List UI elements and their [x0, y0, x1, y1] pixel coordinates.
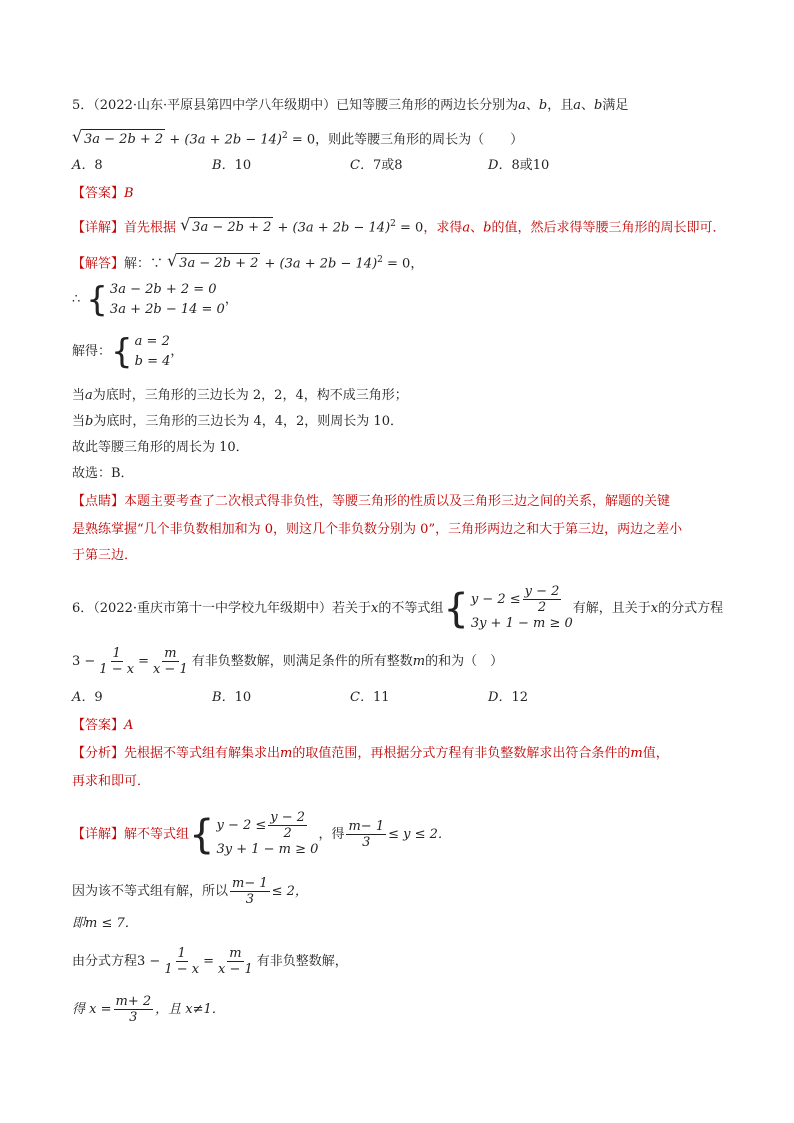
q6-option-d[interactable]: D．12 [488, 690, 528, 705]
q5-var-a: a [518, 98, 526, 113]
q5-solve: 【解答】解：∵ √ $3a - 2b + 2 + (3a + 2b - 14)^2 = 0$， [72, 250, 423, 274]
q5-stem-line2: √ $3a - 2b + 2 + (3a + 2b - 14)^2 = 0$，则此等腰三角形的周长为（ ） [72, 126, 523, 150]
q5-case-1: 当a为底时，三角形的三边长为 2，2，4，构不成三角形； [72, 388, 408, 403]
solve-tag: 【解答】 [72, 256, 125, 272]
q5-system-1: ∴ { 3a − 2b + 2 = 0 3a + 2b − 14 = 0 ， [72, 280, 238, 320]
q5-answer [72, 184, 134, 204]
q5-question-end: ，则此等腰三角形的周长为（ ） [315, 132, 524, 148]
q6-analysis-line2: 再求和即可． [72, 774, 151, 789]
q5-choose: 故选：B． [72, 466, 134, 481]
q5-sqrt-expression: √ 3a − 2b + 2 [72, 129, 165, 150]
q6-stem-line1: 6．（2022·重庆市第十一中学校九年级期中）若关于 x 的不等式组 { y − 2 ≤ $\frac{y - 2}{2}$ 3y + 1 − m ≥ 0 有解，且关于 x 的分式方程 [72, 584, 724, 632]
q6-inequality-system: y − 2 ≤ $\frac{y - 2}{2}$ 3y + 1 − m ≥ 0 [470, 584, 573, 631]
q6-detail: 【详解】 解不等式组 { y − 2 ≤ $\frac{y - 2}{2}$ 3y + 1 − m ≥ 0 ，得 $\frac{m- 1}{3}$ ≤ y ≤ 2． [72, 810, 451, 858]
q5-comment-line3: 于第三边． [72, 548, 138, 563]
q6-stem-prefix: 6．（2022·重庆市第十一中学校九年级期中）若关于 [72, 600, 371, 616]
q6-option-a[interactable]: A．9 [72, 690, 103, 705]
q6-stem-line2: 3 − $\frac{1}{1 - x}$ = $\frac{m}{x - 1}$ 有非负整数解，则满足条件的所有整数 m 的和为（ ） [72, 646, 504, 677]
q5-option-b[interactable]: B．10 [212, 158, 252, 173]
q5-option-c[interactable]: C．7或8 [350, 158, 403, 173]
q6-options [72, 688, 722, 708]
q6-so: 即m ≤ 7． [72, 916, 138, 931]
q5-detail: 【详解】首先根据 √ $3a - 2b + 2 + (3a + 2b - 14)^2 = 0$，求得a、b的值，然后求得等腰三角形的周长即可． [72, 214, 725, 238]
q5-stem-prefix: 5．（2022·山东·平原县第四中学八年级期中）已知等腰三角形的两边长分别为 [72, 98, 519, 113]
answer-tag: 【答案】 [72, 186, 125, 201]
q5-option-a[interactable]: A．8 [72, 158, 103, 173]
q5-stem-line1: 5．（2022·山东·平原县第四中学八年级期中）已知等腰三角形的两边长分别为a、b，且a、b满足 [72, 98, 629, 113]
q6-option-c[interactable]: C．11 [350, 690, 390, 705]
q5-comment-line1: 【点睛】本题主要考查了二次根式得非负性，等腰三角形的性质以及三角形三边之间的关系，解题的关键 [72, 494, 671, 509]
q6-because: 因为该不等式组有解，所以 $\frac{m- 1}{3}$ ≤ 2， [72, 876, 308, 907]
q5-system-2: 解得： { a = 2 b = 4 ， [72, 332, 184, 372]
q5-option-d[interactable]: D．8或10 [488, 158, 550, 173]
q5-answer-value: B [124, 186, 134, 201]
q5-var-b: b [538, 98, 548, 113]
q6-from-equation: 由分式方程 3 − $\frac{1}{1 - x}$ = $\frac{m}{x - 1}$ 有非负整数解， [72, 946, 348, 977]
q5-case-2: 当b为底时，三角形的三边长为 4，4，2，则周长为 10． [72, 414, 403, 429]
q5-comment-line2: 是熟练掌握“几个非负数相加和为 0，则这几个非负数分别为 0”，三角形两边之和大于第三边，两边之差小 [72, 522, 683, 537]
q6-answer-value: A [124, 718, 134, 733]
q5-conclusion: 故此等腰三角形的周长为 10． [72, 440, 249, 455]
q6-option-b[interactable]: B．10 [212, 690, 252, 705]
q6-get-x: 得 x = $\frac{m+ 2}{3}$ ，且 x≠1． [72, 994, 225, 1025]
detail-tag: 【详解】 [72, 220, 125, 236]
q6-answer: 【答案】A [72, 718, 134, 733]
q6-analysis-line1: 【分析】先根据不等式组有解集求出m的取值范围，再根据分式方程有非负整数解求出符合条件的m值， [72, 746, 669, 761]
comment-tag: 【点睛】 [72, 494, 125, 509]
q5-options [72, 156, 722, 176]
q5-square-term: + (3a + 2b − 14) [169, 132, 282, 148]
analysis-tag: 【分析】 [72, 746, 125, 761]
